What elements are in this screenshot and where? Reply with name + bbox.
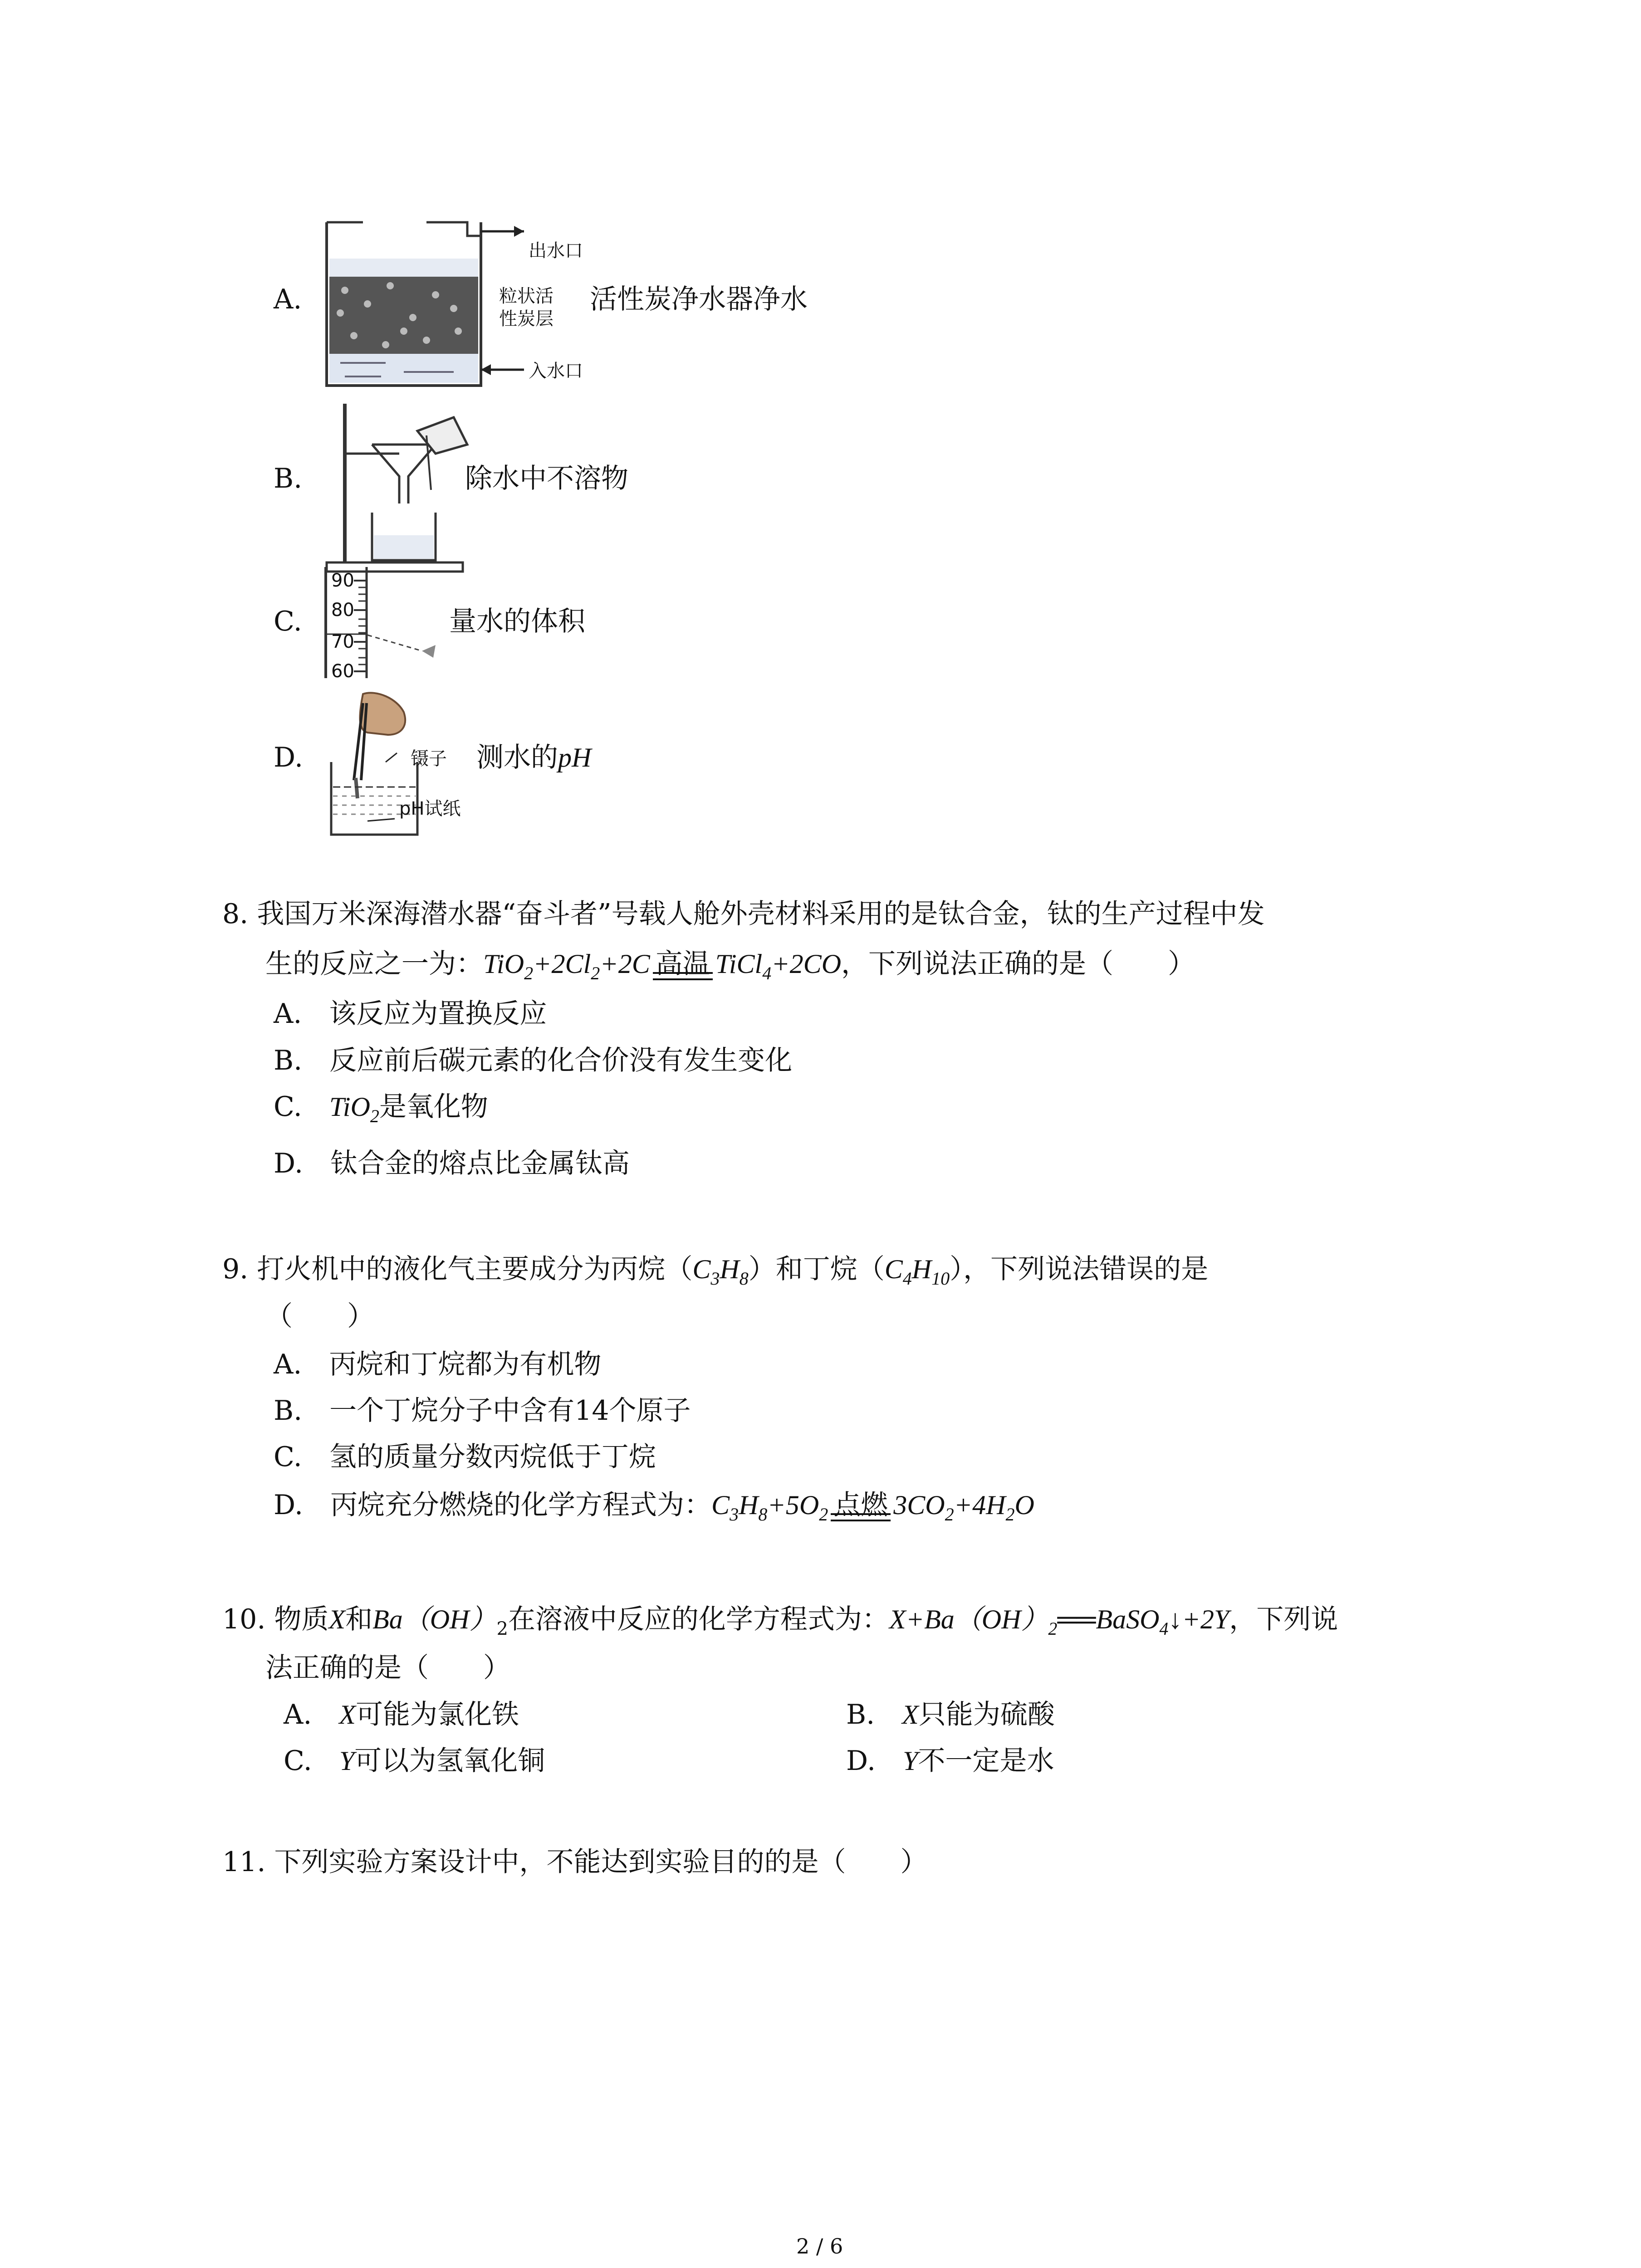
- q9-option-b: B. 一个丁烷分子中含有14个原子: [274, 1395, 691, 1427]
- tweezers-label: 镊子: [411, 748, 447, 769]
- option-d-text: 测水的pH: [476, 742, 592, 773]
- q8-condition: 高温: [653, 946, 713, 982]
- q9-condition: 点燃: [831, 1487, 891, 1523]
- filtration-figure: [318, 399, 481, 576]
- page-number: 2 / 6: [796, 2234, 843, 2258]
- q8-option-b: B. 反应前后碳元素的化合价没有发生变化: [274, 1045, 793, 1076]
- q8-stem-line1: 8. 我国万米深海潜水器“奋斗者”号载人舱外壳材料采用的是钛合金，钛的生产过程中发: [222, 898, 1265, 930]
- option-c-text: 量水的体积: [449, 606, 585, 637]
- q8-option-c: C. TiO$_2$是氧化物: [274, 1091, 488, 1126]
- q9-option-a: A. 丙烷和丁烷都为有机物: [274, 1349, 602, 1380]
- tick-80: 80: [331, 600, 354, 621]
- inlet-label: 入水口: [529, 361, 583, 381]
- carbon-layer-label-1: 粒状活: [499, 286, 554, 307]
- q10-option-d: D. Y不一定是水: [846, 1745, 1054, 1777]
- tick-70: 70: [331, 631, 354, 652]
- q8-equation: $TiO_2+2Cl_2+2C$: [483, 949, 650, 983]
- q8-option-a: A. 该反应为置换反应: [274, 998, 547, 1030]
- q10-equation: $X+Ba(OH)_2══BaSO_4↓+2Y$: [889, 1604, 1230, 1639]
- propane-formula: $C_3H_8$: [692, 1254, 749, 1289]
- q11-stem: 11. 下列实验方案设计中，不能达到实验目的的是（ ）: [222, 1846, 928, 1878]
- q8-option-d: D. 钛合金的熔点比金属钛高: [274, 1148, 630, 1179]
- option-d-letter: D.: [274, 742, 304, 773]
- q9-equation: $C_3H_8+5O_2$: [711, 1490, 828, 1525]
- q10-option-b: B. X只能为硫酸: [846, 1699, 1055, 1730]
- option-a-letter: A.: [274, 284, 302, 315]
- tick-60: 60: [331, 661, 354, 682]
- q9-stem-line2: （ ）: [265, 1300, 374, 1332]
- q10-option-c: C. Y可以为氢氧化铜: [284, 1745, 545, 1777]
- q9-option-c: C. 氢的质量分数丙烷低于丁烷: [274, 1441, 656, 1473]
- outlet-label: 出水口: [529, 240, 583, 261]
- q9-option-d: D. 丙烷充分燃烧的化学方程式为：$C_3H_8+5O_2$ 点燃 $3CO_2+4H_2O$: [274, 1487, 1034, 1533]
- carbon-layer-label-2: 性炭层: [499, 308, 554, 329]
- q10-option-a: A. X可能为氯化铁: [284, 1699, 519, 1730]
- option-b-text: 除水中不溶物: [465, 463, 628, 494]
- butane-formula: $C_4H_{10}$: [884, 1254, 950, 1289]
- q8-stem-line2: 生的反应之一为：$TiO_2+2Cl_2+2C$ 高温 TiCl$_4$+2CO，下列说法正确的是（ ）: [265, 946, 1195, 992]
- tick-90: 90: [331, 570, 354, 591]
- option-a-text: 活性炭净水器净水: [590, 284, 808, 315]
- q10-stem-line1: 10. 物质X和$Ba(OH)_2$在溶液中反应的化学方程式为：$X+Ba(OH)_2══BaSO_4↓+2Y$，下列说: [222, 1603, 1338, 1639]
- q9-stem-line1: 9. 打火机中的液化气主要成分为丙烷$(C_3H_8)$和丁烷$(C_4H_{10})$，下列说法错误的是: [222, 1253, 1209, 1289]
- ph-paper-label: pH试纸: [399, 798, 461, 819]
- option-b-letter: B.: [274, 463, 303, 494]
- q10-stem-line2: 法正确的是（ ）: [265, 1652, 510, 1684]
- option-c-letter: C.: [274, 606, 302, 637]
